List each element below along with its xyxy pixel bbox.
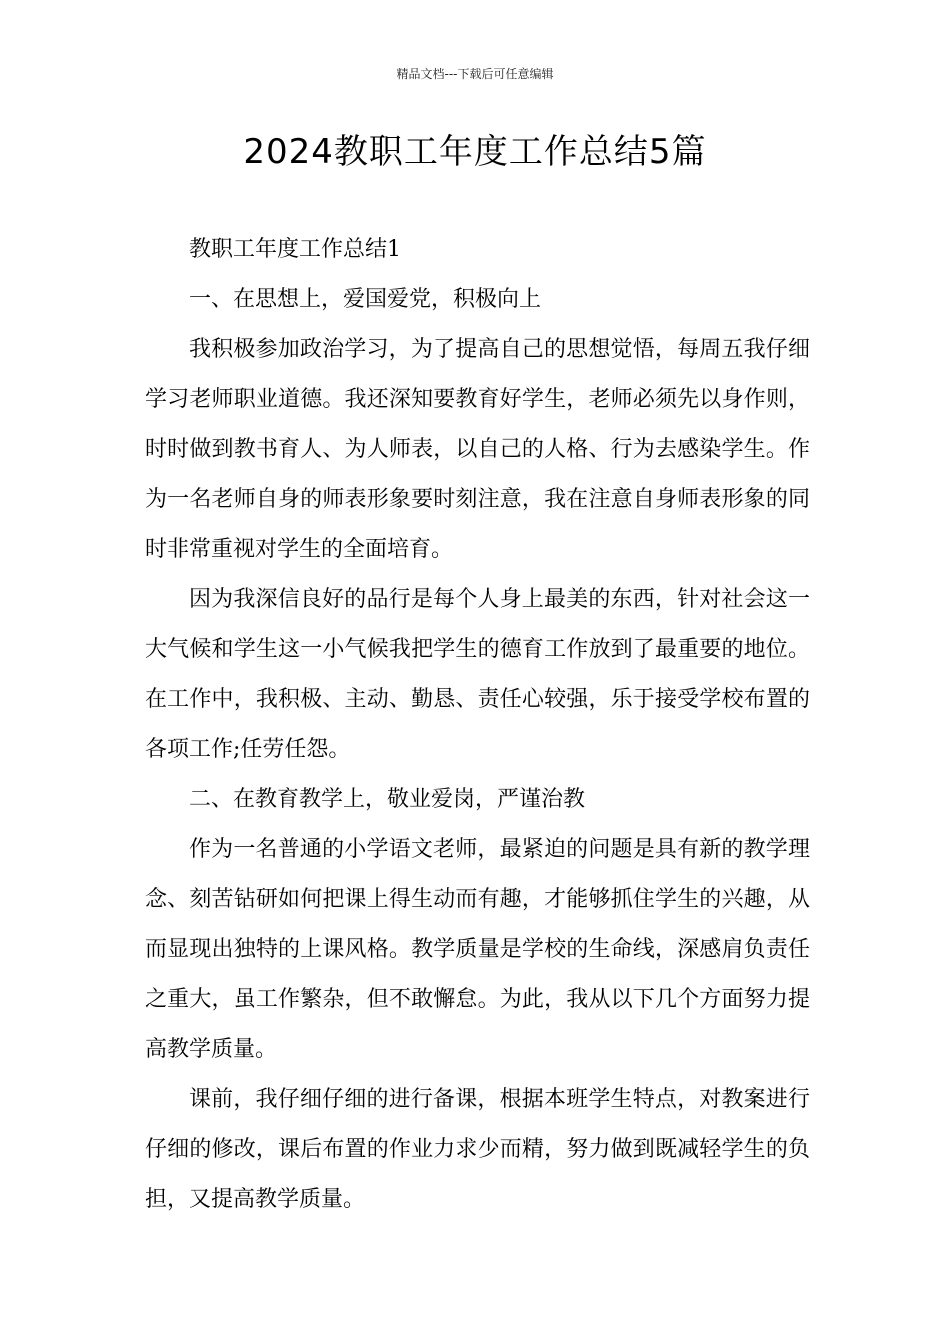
document-title: 2024教职工年度工作总结5篇 [243,132,707,172]
body-paragraph: 我积极参加政治学习，为了提高自己的思想觉悟，每周五我仔细学习老师职业道德。我还深知要教育好学生，老师必须先以身作则，时时做到教书育人、为人师表，以自己的人格、行为去感染学生。作为一名老师自身的师表形象要时刻注意，我在注意自身师表形象的同时非常重视对学生的全面培育。 [145,337,810,562]
page-header: 精品文档---下载后可任意编辑 [396,67,554,81]
section-heading-ideology: 一、在思想上，爱国爱党，积极向上 [189,287,542,312]
section-heading-teaching: 二、在教育教学上，敬业爱岗，严谨治教 [189,787,586,812]
body-paragraph: 作为一名普通的小学语文老师，最紧迫的问题是具有新的教学理念、刻苦钻研如何把课上得生动而有趣，才能够抓住学生的兴趣，从而显现出独特的上课风格。教学质量是学校的生命线，深感肩负责任之重大，虽工作繁杂，但不敢懈怠。为此，我从以下几个方面努力提高教学质量。 [145,837,810,1062]
body-paragraph: 课前，我仔细仔细的进行备课，根据本班学生特点，对教案进行仔细的修改，课后布置的作业力求少而精，努力做到既减轻学生的负担，又提高教学质量。 [145,1087,810,1212]
body-paragraph: 因为我深信良好的品行是每个人身上最美的东西，针对社会这一大气候和学生这一小气候我把学生的德育工作放到了最重要的地位。在工作中，我积极、主动、勤恳、责任心较强，乐于接受学校布置的各项工作;任劳任怨。 [145,587,810,762]
document-body [145,225,810,1225]
section-heading-summary-1: 教职工年度工作总结1 [189,237,401,262]
